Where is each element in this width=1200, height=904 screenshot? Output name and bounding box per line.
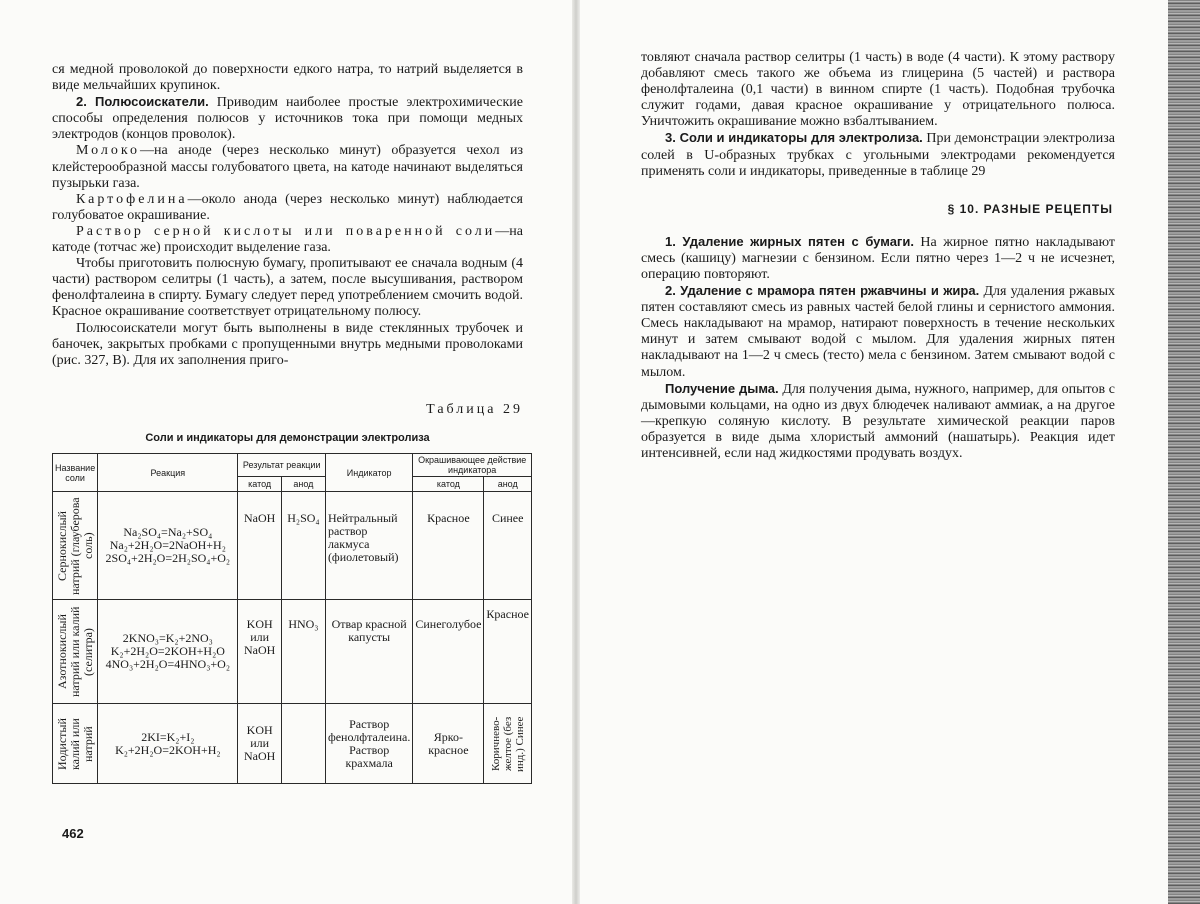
cathode-product: KOH или NaOH [238, 704, 281, 784]
table-row [53, 492, 532, 600]
page-edge-shadow [1168, 0, 1200, 904]
coloring-anode: Синее [484, 492, 532, 600]
header-reaction: Реакция [98, 454, 238, 492]
indicator-cell: Раствор фенолфталеина. Раствор крахмала [325, 704, 412, 784]
page-number: 462 [62, 826, 84, 841]
paragraph: 2. Полюсоискатели. Приводим наиболее простые электрохимические способы определения полюсов у источников тока при помощи медных электродов (концов проволок). [52, 94, 523, 143]
coloring-cathode: Ярко-красное [413, 704, 484, 784]
reaction-cell: 2KNO₃=K₂+2NO₃ K₂+2H₂O=2KOH+H₂O 4NO₃+2H₂O=4HNO₃+O₂ [98, 600, 238, 704]
left-page [0, 0, 572, 904]
anode-product: H₂SO₄ [281, 492, 325, 600]
cathode-product: KOH или NaOH [238, 600, 281, 704]
coloring-cathode: Синеголубое [413, 600, 484, 704]
paragraph: 1. Удаление жирных пятен с бумаги. На жирное пятно накладывают смесь (кашицу) магнезии с бензином. Если пятно через 1—2 ч не исчезнет, операцию повторяют. [641, 233, 1115, 282]
header-name: Название соли [53, 454, 98, 492]
header-indicator: Индикатор [325, 454, 412, 492]
header-result: Результат реакции [238, 454, 326, 477]
indicator-cell: Нейтральный раствор лакмуса (фиолетовый) [325, 492, 412, 600]
section-heading: § 10. РАЗНЫЕ РЕЦЕПТЫ [947, 201, 1113, 216]
spaced-heading: Картофелина [76, 191, 188, 207]
paragraph-heading: 2. Полюсоискатели. [76, 94, 209, 110]
salt-name: Сернокислый натрий (глауберова соль) [54, 496, 95, 595]
header-col-anode: анод [484, 477, 532, 492]
paragraph: товляют сначала раствор селитры (1 часть) в воде (4 части). К этому раствору добавляют смесь такого же объема из глицерина (5 частей) и раствора фенолфталеина (0,1 части) в винном спирте (1 часть). Подобная трубочка служит годами, давая красное окрашивание у отрицательного полюса. Уничтожить окрашивание можно взбалтыванием. [641, 50, 1115, 130]
coloring-cathode: Красное [413, 492, 484, 600]
book-gutter [572, 0, 580, 904]
table-row [53, 600, 532, 704]
paragraph: Молоко—на аноде (через несколько минут) образуется чехол из клейстерообразной массы голубоватого цвета, на катоде начинают выделяться пузырьки газа. [52, 143, 523, 191]
reaction-cell: Na₂SO₄=Na₂+SO₄ Na₂+2H₂O=2NaOH+H₂ 2SO₄+2H₂O=2H₂SO₄+O₂ [98, 492, 238, 600]
paragraph-heading: 1. Удаление жирных пятен с бумаги. [665, 233, 914, 249]
header-cathode: катод [238, 477, 281, 492]
paragraph: 3. Соли и индикаторы для электролиза. При демонстрации электролиза солей в U-образных трубках с угольными электродами рекомендуется применять соли и индикаторы, приведенные в таблице 29 [641, 130, 1115, 179]
salt-name: Иодистый калий или натрий [54, 717, 95, 770]
salt-name: Азотнокислый натрий или калий (селитра) [54, 606, 95, 697]
paragraph: 2. Удаление с мрамора пятен ржавчины и жира. Для удаления ржавых пятен составляют смесь из равных частей белой глины и сернистого аммония. Смесь накладывают на мрамор, натирают поверхность в течение нескольких минут и затем смывают водой с мылом. Для удаления жирных пятен накладывают на 1—2 ч смесь (тесто) мела с бензином. Затем смывают водой с мылом. [641, 283, 1115, 380]
paragraph-heading: Получение дыма. [665, 380, 779, 396]
coloring-anode: Красное [484, 600, 532, 704]
header-coloring: Окрашивающее действие индикатора [413, 454, 532, 477]
indicator-cell: Отвар красной капусты [325, 600, 412, 704]
left-text-column [52, 62, 523, 369]
coloring-anode: Коричнево-желтое (без инд.) Синее [489, 715, 526, 772]
right-page [580, 0, 1200, 904]
spaced-heading: Молоко [76, 143, 140, 159]
paragraph: Полюсоискатели могут быть выполнены в виде стеклянных трубочек и баночек, закрытых пробками с пропущенными внутрь медными проволоками (рис. 327, В). Для их заполнения приго- [52, 320, 523, 368]
cathode-product: NaOH [238, 492, 281, 600]
paragraph: ся медной проволокой до поверхности едкого натра, то натрий выделяется в виде мельчайших крупинок. [52, 62, 523, 94]
reaction-cell: 2KI=K₂+I₂ K₂+2H₂O=2KOH+H₂ [98, 704, 238, 784]
table-caption: Таблица 29 [426, 402, 523, 417]
right-text-column [641, 50, 1115, 462]
salts-table [52, 453, 532, 784]
anode-product: HNO₃ [281, 600, 325, 704]
paragraph-heading: 2. Удаление с мрамора пятен ржавчины и жира. [665, 283, 980, 299]
anode-product [281, 704, 325, 784]
paragraph: Чтобы приготовить полюсную бумагу, пропитывают ее сначала водным (4 части) раствором селитры (1 часть), а затем, после высушивания, раствором фенолфталеина в спирту. Бумагу следует перед употреблением смочить водой. Красное окрашивание соответствует отрицательному полюсу. [52, 256, 523, 320]
spaced-heading: Раствор серной кислоты или поваренной соли [76, 223, 496, 239]
paragraph: Картофелина—около анода (через несколько минут) наблюдается голубоватое окрашивание. [52, 191, 523, 223]
paragraph: Получение дыма. Для получения дыма, нужного, например, для опытов с дымовыми кольцами, на одно из двух блюдечек наливают аммиак, а на другое—крепкую соляную кислоту. В результате химической реакции паров образуется в виде дыма хлористый аммоний (нашатырь). Реакция идет интенсивней, если над жидкостями продувать воздух. [641, 380, 1115, 461]
table-title: Соли и индикаторы для демонстрации электролиза [145, 432, 430, 444]
paragraph: Раствор серной кислоты или поваренной соли—на катоде (тотчас же) происходит выделение газа. [52, 223, 523, 256]
table-header-row [53, 454, 532, 477]
paragraph-heading: 3. Соли и индикаторы для электролиза. [665, 130, 923, 146]
header-col-cathode: катод [413, 477, 484, 492]
header-anode: анод [281, 477, 325, 492]
table-row [53, 704, 532, 784]
